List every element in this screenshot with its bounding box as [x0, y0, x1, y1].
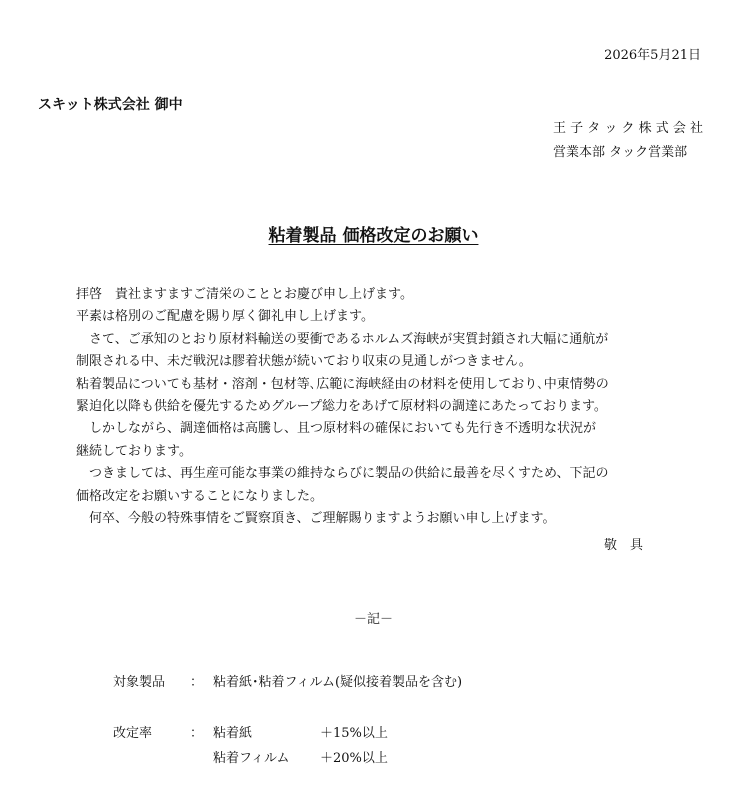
closing-phrase: 敬 具: [603, 538, 643, 553]
body-line: 平素は格別のご配慮を賜り厚く御礼申し上げます。: [76, 309, 374, 325]
rate-colon: ：: [190, 726, 204, 741]
body-line: 粘着製品についても基材・溶剤・包材等､広範に海峡経由の材料を使用しており､中東情勢の: [76, 376, 609, 392]
body-line: さて、ご承知のとおり原材料輸送の要衝であるホルムズ海峡が実質封鎖され大幅に通航が: [76, 331, 609, 347]
body-line: 継続しております。: [76, 443, 192, 459]
rate-label: 改定率: [113, 726, 153, 741]
sender-block: [553, 117, 703, 165]
rate-value-film: ＋20%以上: [320, 751, 388, 766]
rate-value-paper: ＋15%以上: [320, 726, 388, 741]
body-line: 制限される中、未だ戦況は膠着状態が続いており収束の見通しがつきません。: [76, 354, 532, 370]
sender-department: 営業本部 タック営業部: [552, 145, 688, 160]
body-line: しかしながら、調達価格は高騰し、且つ原材料の確保においても先行き不透明な状況が: [76, 421, 597, 437]
body-line: 緊迫化以降も供給を優先するためグループ総力をあげて原材料の調達にあたっております。: [76, 399, 607, 415]
letter-title: [0, 221, 747, 246]
recipient-name: スキット株式会社 御中: [38, 97, 183, 113]
letter-date: 2026年5月21日: [604, 48, 701, 63]
body-line: 何卒、今般の特殊事情をご賢察頂き、ご理解賜りますようお願い申し上げます。: [76, 511, 556, 527]
body-line: つきましては、再生産可能な事業の維持ならびに製品の供給に最善を尽くすため、下記の: [76, 466, 609, 482]
body-line: 拝啓 貴社ますますご清栄のこととお慶び申し上げます。: [76, 287, 413, 302]
rate-item-paper: 粘着紙: [213, 726, 253, 741]
products-value: 粘着紙･粘着フィルム(疑似接着製品を含む): [213, 675, 463, 690]
products-colon: ：: [190, 675, 204, 690]
letter-body: [76, 284, 676, 530]
ki-heading: －記－: [353, 612, 393, 627]
letter-title-text: 粘着製品 価格改定のお願い: [268, 226, 479, 246]
products-label: 対象製品: [113, 675, 166, 690]
rate-item-film: 粘着フィルム: [213, 751, 290, 766]
body-line: 価格改定をお願いすることになりました。: [76, 488, 324, 504]
sender-company: 王 子 タ ッ ク 株 式 会 社: [552, 121, 703, 136]
